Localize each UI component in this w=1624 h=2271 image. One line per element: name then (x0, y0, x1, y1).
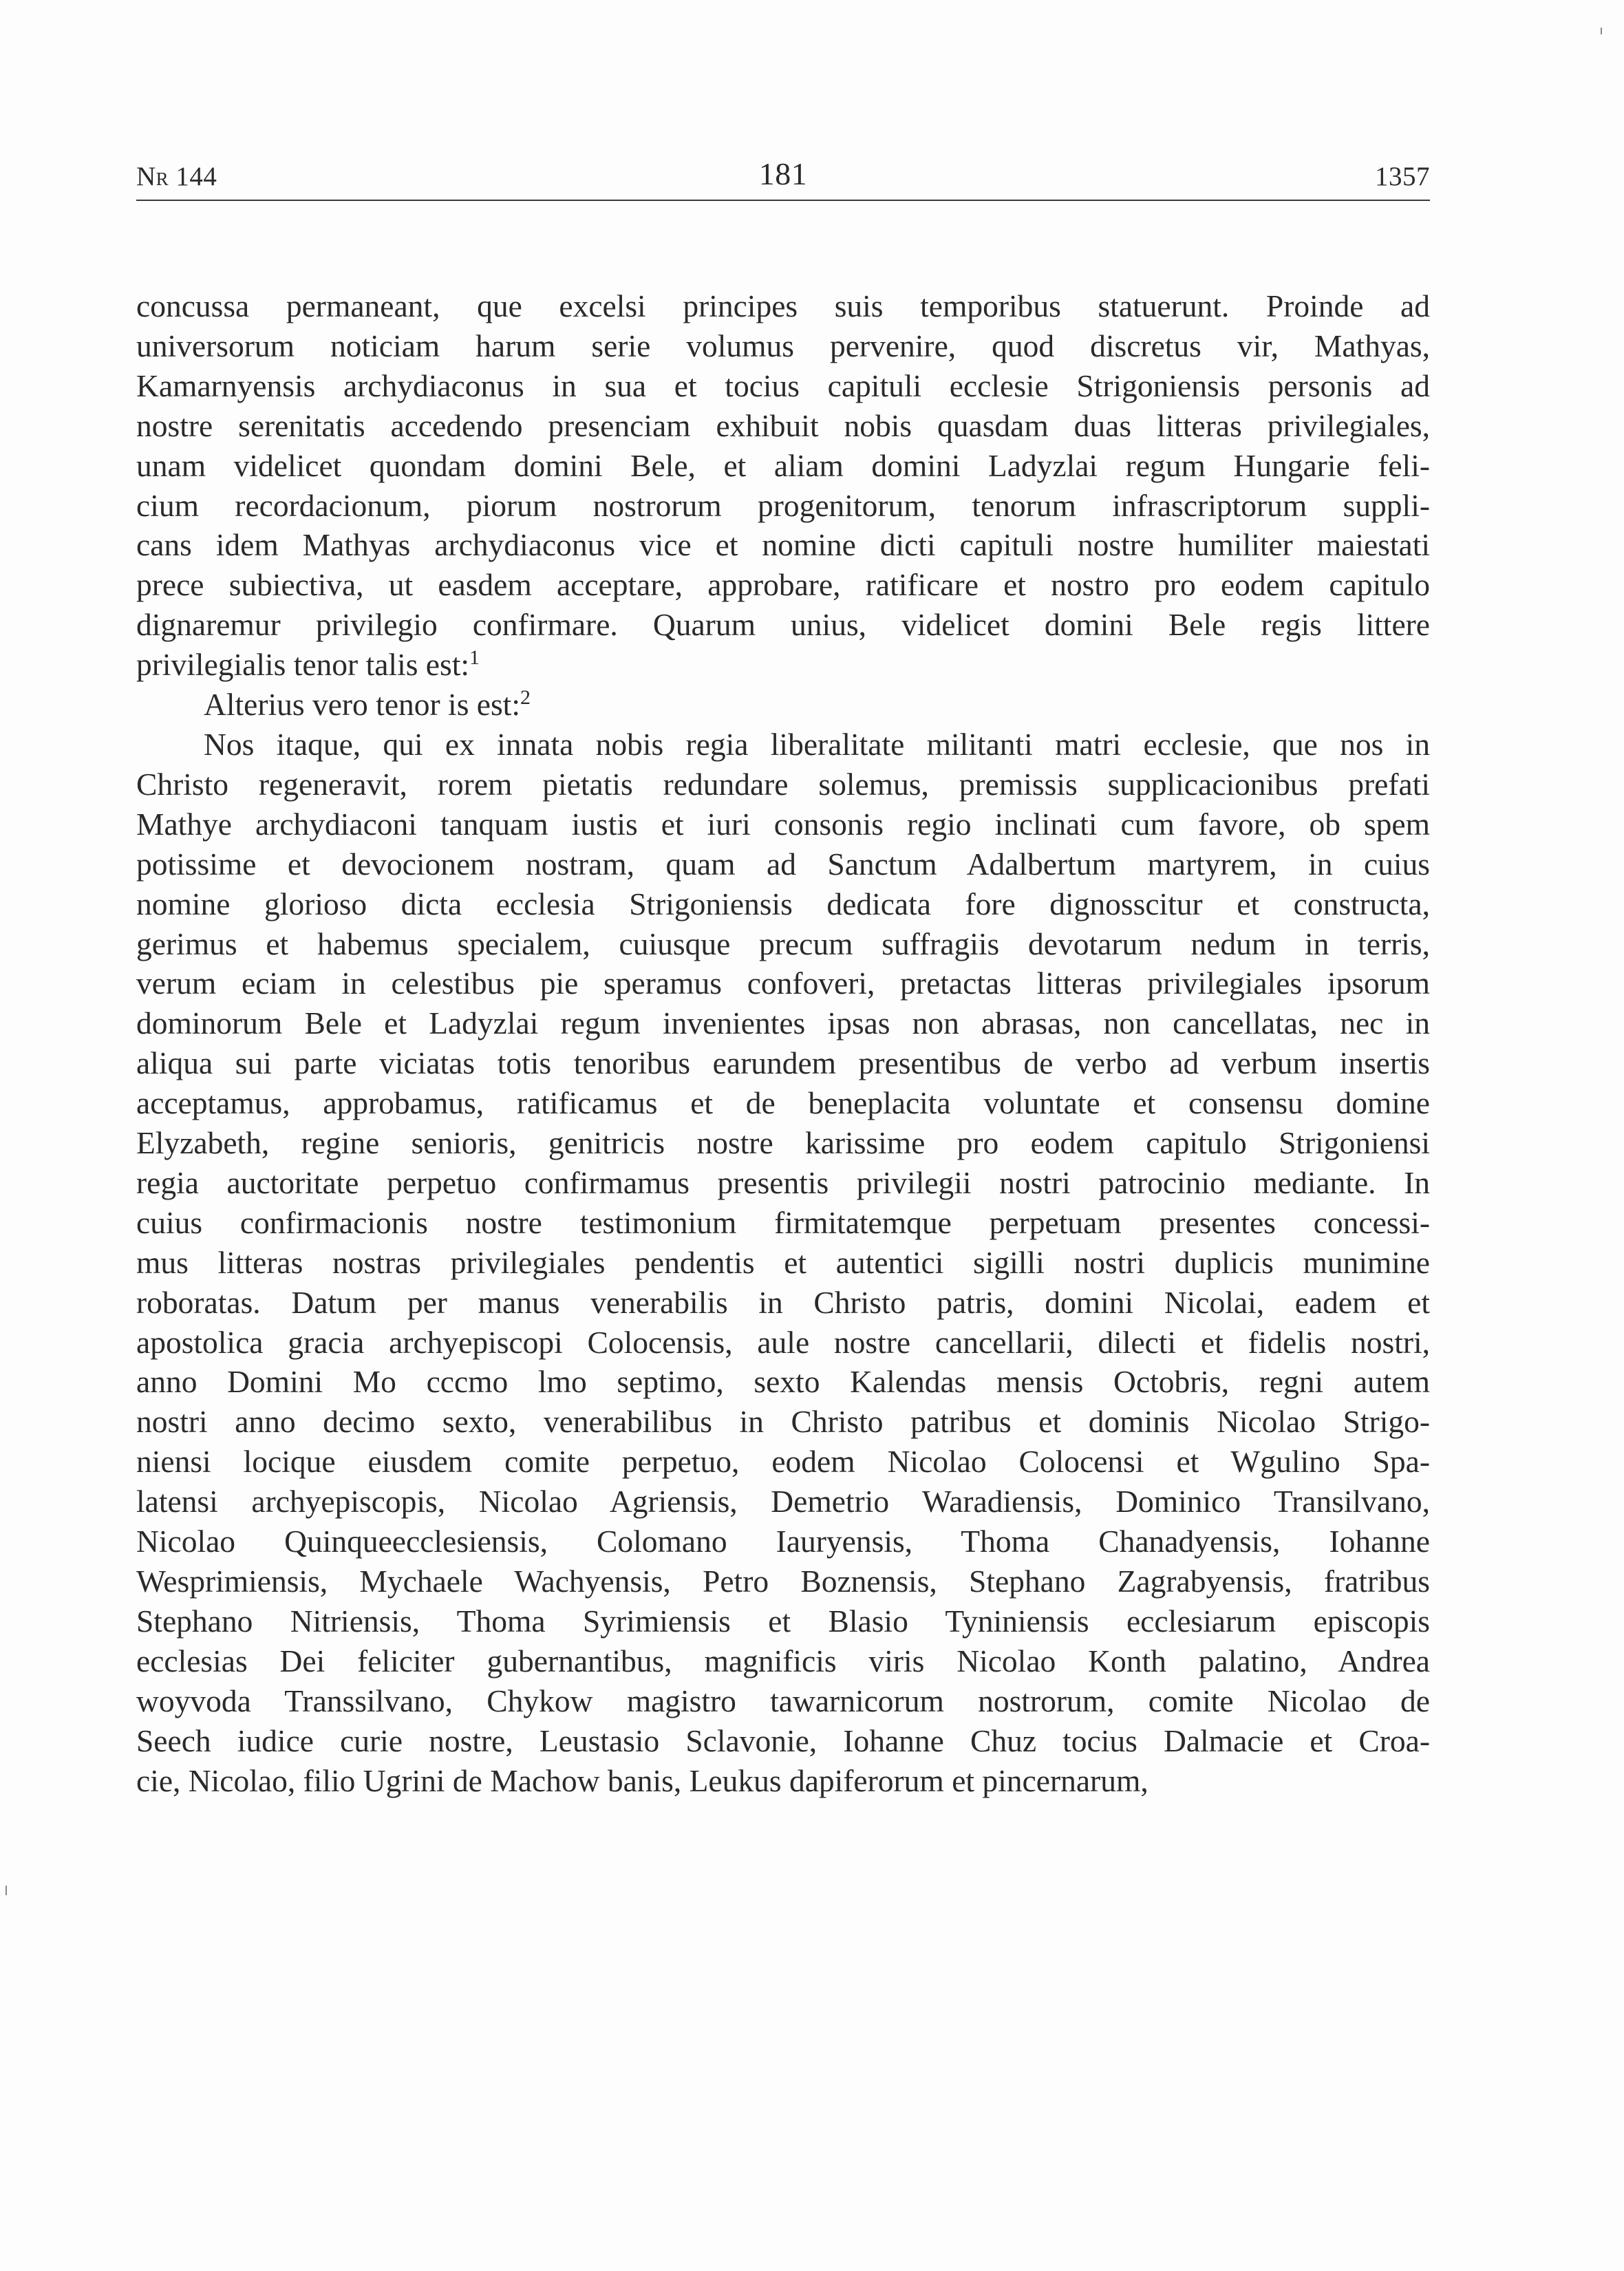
text-line: cans idem Mathyas archydiaconus vice et nomine dicti capituli nostre humiliter maiestati (136, 527, 1430, 563)
text-line: Stephano Nitriensis, Thoma Syrimiensis et Blasio Tyniniensis ecclesiarum episcopis (136, 1603, 1430, 1639)
text-line: nomine glorioso dicta ecclesia Strigoniensis dedicata fore dignosscitur et constructa, (136, 886, 1430, 921)
text-line: anno Domini Mo cccmo lmo septimo, sexto Kalendas mensis Octobris, regni autem (136, 1364, 1430, 1400)
header-year: 1357 (1375, 162, 1430, 191)
text-line: Mathye archydiaconi tanquam iustis et iuri consonis regio inclinati cum favore, ob spem (136, 806, 1430, 842)
scan-mark (6, 1886, 7, 1895)
text-line: cium recordacionum, piorum nostrorum progenitorum, tenorum infrascriptorum suppli- (136, 487, 1430, 523)
body-text (136, 286, 1430, 1800)
text-line: Nos itaque, qui ex innata nobis regia liberalitate militanti matri ecclesie, que nos in (204, 726, 1430, 762)
text-line: Kamarnyensis archydiaconus in sua et tocius capituli ecclesie Strigoniensis personis ad (136, 367, 1430, 403)
text-line: Christo regeneravit, rorem pietatis redundare solemus, premissis supplicacionibus prefati (136, 766, 1430, 802)
text-line: ecclesias Dei feliciter gubernantibus, magnificis viris Nicolao Konth palatino, Andrea (136, 1643, 1430, 1678)
text-line: potissime et devocionem nostram, quam ad Sanctum Adalbertum martyrem, in cuius (136, 846, 1430, 882)
document-number: Nr 144 (136, 162, 217, 191)
text-line: prece subiectiva, ut easdem acceptare, approbare, ratificare et nostro pro eodem capitulo (136, 567, 1430, 603)
footnote-marker-1: 1 (469, 646, 480, 670)
text-line: acceptamus, approbamus, ratificamus et de beneplacita voluntate et consensu domine (136, 1085, 1430, 1121)
running-head (136, 156, 1430, 197)
paragraph-1-last-text: privilegialis tenor talis est: (136, 647, 469, 683)
text-line: nostri anno decimo sexto, venerabilibus in Christo patribus et dominis Nicolao Strigo- (136, 1404, 1430, 1440)
text-line: aliqua sui parte viciatas totis tenoribus earundem presentibus de verbo ad verbum insertis (136, 1045, 1430, 1081)
page-number: 181 (758, 156, 808, 191)
text-line: regia auctoritate perpetuo confirmamus presentis privilegii nostri patrocinio mediante. In (136, 1164, 1430, 1200)
text-line: Nicolao Quinqueecclesiensis, Colomano Iauryensis, Thoma Chanadyensis, Iohanne (136, 1524, 1430, 1559)
text-line: dominorum Bele et Ladyzlai regum invenientes ipsas non abrasas, non cancellatas, nec in (136, 1005, 1430, 1041)
text-line: verum eciam in celestibus pie speramus confoveri, pretactas litteras privilegiales ipsorum (136, 966, 1430, 1001)
text-line: concussa permaneant, que excelsi principes suis temporibus statuerunt. Proinde ad (136, 288, 1430, 323)
text-line: universorum noticiam harum serie volumus pervenire, quod discretus vir, Mathyas, (136, 328, 1430, 363)
paragraph-2 (136, 685, 1430, 725)
text-line: niensi locique eiusdem comite perpetuo, eodem Nicolao Colocensi et Wgulino Spa- (136, 1444, 1430, 1480)
text-line: Elyzabeth, regine senioris, genitricis nostre karissime pro eodem capitulo Strigoniensi (136, 1125, 1430, 1161)
paragraph-2-text: Alterius vero tenor is est: (204, 687, 520, 723)
text-line: Wesprimiensis, Mychaele Wachyensis, Petro Boznensis, Stephano Zagrabyensis, fratribus (136, 1564, 1430, 1599)
scan-mark (1601, 28, 1602, 34)
header-rule (136, 200, 1430, 201)
text-line: cuius confirmacionis nostre testimonium firmitatemque perpetuam presentes concessi- (136, 1204, 1430, 1240)
text-line: Seech iudice curie nostre, Leustasio Sclavonie, Iohanne Chuz tocius Dalmacie et Croa- (136, 1723, 1430, 1758)
text-line: latensi archyepiscopis, Nicolao Agriensis, Demetrio Waradiensis, Dominico Transilvano, (136, 1484, 1430, 1520)
text-line: apostolica gracia archyepiscopi Colocensis, aule nostre cancellarii, dilecti et fidelis nostri, (136, 1324, 1430, 1360)
text-line: mus litteras nostras privilegiales pendentis et autentici sigilli nostri duplicis munimine (136, 1244, 1430, 1280)
text-line: unam videlicet quondam domini Bele, et aliam domini Ladyzlai regum Hungarie feli- (136, 447, 1430, 483)
text-line: cie, Nicolao, filio Ugrini de Machow banis, Leukus dapiferorum et pincernarum, (136, 1762, 1148, 1798)
text-line: nostre serenitatis accedendo presenciam exhibuit nobis quasdam duas litteras privilegiales, (136, 407, 1430, 443)
text-line: woyvoda Transsilvano, Chykow magistro tawarnicorum nostrorum, comite Nicolao de (136, 1683, 1430, 1718)
paragraph-1-last-line (136, 645, 1430, 685)
paragraph-1 (136, 286, 1430, 645)
text-line: dignaremur privilegio confirmare. Quarum unius, videlicet domini Bele regis littere (136, 607, 1430, 643)
text-line: roboratas. Datum per manus venerabilis in Christo patris, domini Nicolai, eadem et (136, 1284, 1430, 1320)
paragraph-3 (136, 725, 1430, 1800)
text-line: gerimus et habemus specialem, cuiusque precum suffragiis devotarum nedum in terris, (136, 926, 1430, 961)
footnote-marker-2: 2 (520, 686, 531, 710)
